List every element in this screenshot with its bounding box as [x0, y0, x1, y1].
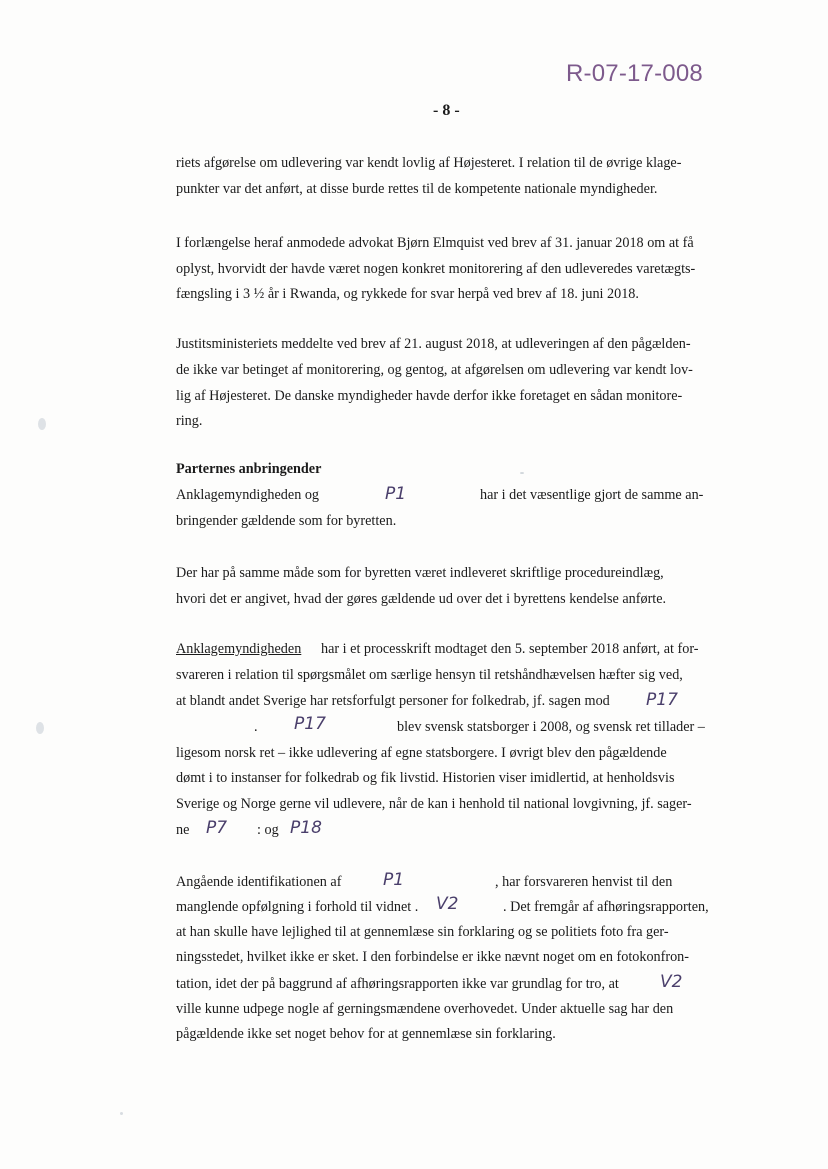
handwritten-p17-b: P17 [294, 714, 326, 734]
paragraph-7-line-2a: manglende opfølgning i forhold til vidnet . [176, 899, 419, 915]
handwritten-p17-a: P17 [646, 690, 678, 710]
reference-number: R-07-17-008 [566, 60, 703, 87]
paragraph-6-line-3: at blandt andet Sverige har retsforfulgt personer for folkedrab, jf. sagen mod [176, 693, 610, 709]
scan-speck [120, 1112, 123, 1115]
handwritten-p1-b: P1 [383, 870, 405, 890]
paragraph-6-underlined: Anklagemyndigheden [176, 641, 302, 657]
paragraph-2-line-2: oplyst, hvorvidt der havde været nogen konkret monitorering af den udleveredes varetægts- [176, 261, 696, 277]
paragraph-6-line-6: dømt i to instanser for folkedrab og fik livstid. Historien viser imidlertid, at henholdsvis [176, 770, 675, 786]
paragraph-2-line-3: fængsling i 3 ½ år i Rwanda, og rykkede for svar herpå ved brev af 18. juni 2018. [176, 286, 639, 302]
paragraph-7-line-5a: tation, idet der på baggrund af afhøringsrapporten ikke var grundlag for tro, at [176, 976, 619, 992]
scan-speck [36, 722, 44, 734]
paragraph-6-line-2: svareren i relation til spørgsmålet om særlige hensyn til retshåndhævelsen hæfter sig ved, [176, 667, 683, 683]
handwritten-p7: P7 [206, 818, 228, 838]
paragraph-6-line-5: ligesom norsk ret – ikke udlevering af egne statsborgere. I øvrigt blev den pågældende [176, 745, 667, 761]
paragraph-2-line-1: I forlængelse heraf anmodede advokat Bjørn Elmquist ved brev af 31. januar 2018 om at få [176, 235, 694, 251]
handwritten-p18: P18 [290, 818, 322, 838]
paragraph-6-line-8b: : og [257, 822, 279, 838]
section-heading: Parternes anbringender [176, 461, 322, 477]
scan-speck [520, 472, 524, 474]
page-number: - 8 - [433, 102, 460, 119]
paragraph-7-line-7: pågældende ikke set noget behov for at gennemlæse sin forklaring. [176, 1026, 556, 1042]
paragraph-7-line-4: ningsstedet, hvilket ikke er sket. I den forbindelse er ikke nævnt noget om en fotokonfron- [176, 949, 689, 965]
paragraph-7-line-6: ville kunne udpege nogle af gerningsmændene overhovedet. Under aktuelle sag har den [176, 1001, 674, 1017]
handwritten-v2-b: V2 [660, 972, 683, 992]
scan-speck [38, 418, 46, 430]
paragraph-3-line-4: ring. [176, 413, 203, 429]
handwritten-v2-a: V2 [436, 894, 459, 914]
paragraph-4-line-1a: Anklagemyndigheden og [176, 487, 320, 503]
handwritten-p1: P1 [385, 484, 407, 504]
paragraph-6-line-4: blev svensk statsborger i 2008, og svensk ret tillader – [397, 719, 705, 735]
paragraph-7-line-3: at han skulle have lejlighed til at gennemlæse sin forklaring og se politiets foto fra ger- [176, 924, 669, 940]
paragraph-3-line-1: Justitsministeriets meddelte ved brev af 21. august 2018, at udleveringen af den pågælden- [176, 336, 691, 352]
paragraph-4-line-2: bringender gældende som for byretten. [176, 513, 397, 529]
paragraph-5-line-2: hvori det er angivet, hvad der gøres gældende ud over det i byrettens kendelse anførte. [176, 591, 667, 607]
paragraph-3-line-3: lig af Højesteret. De danske myndigheder havde derfor ikke foretaget en sådan monitore- [176, 388, 683, 404]
paragraph-1-line-2: punkter var det anført, at disse burde rettes til de kompetente nationale myndigheder. [176, 181, 658, 197]
paragraph-6-line-4-dot: . [254, 719, 258, 735]
paragraph-6-line-1: har i et processkrift modtaget den 5. september 2018 anført, at for- [321, 641, 699, 657]
paragraph-7-line-1a: Angående identifikationen af [176, 874, 342, 890]
paragraph-3-line-2: de ikke var betinget af monitorering, og gentog, at afgørelsen om udlevering var kendt lov- [176, 362, 693, 378]
paragraph-4-line-1b: har i det væsentlige gjort de samme an- [480, 487, 704, 503]
paragraph-6-line-8a: ne [176, 822, 190, 838]
paragraph-5-line-1: Der har på samme måde som for byretten været indleveret skriftlige procedureindlæg, [176, 565, 664, 581]
paragraph-7-line-2b: . Det fremgår af afhøringsrapporten, [503, 899, 709, 915]
paragraph-6-line-7: Sverige og Norge gerne vil udlevere, når de kan i henhold til national lovgivning, jf. sager- [176, 796, 692, 812]
paragraph-7-line-1b: , har forsvareren henvist til den [495, 874, 673, 890]
paragraph-1-line-1: riets afgørelse om udlevering var kendt lovlig af Højesteret. I relation til de øvrige klage- [176, 155, 682, 171]
